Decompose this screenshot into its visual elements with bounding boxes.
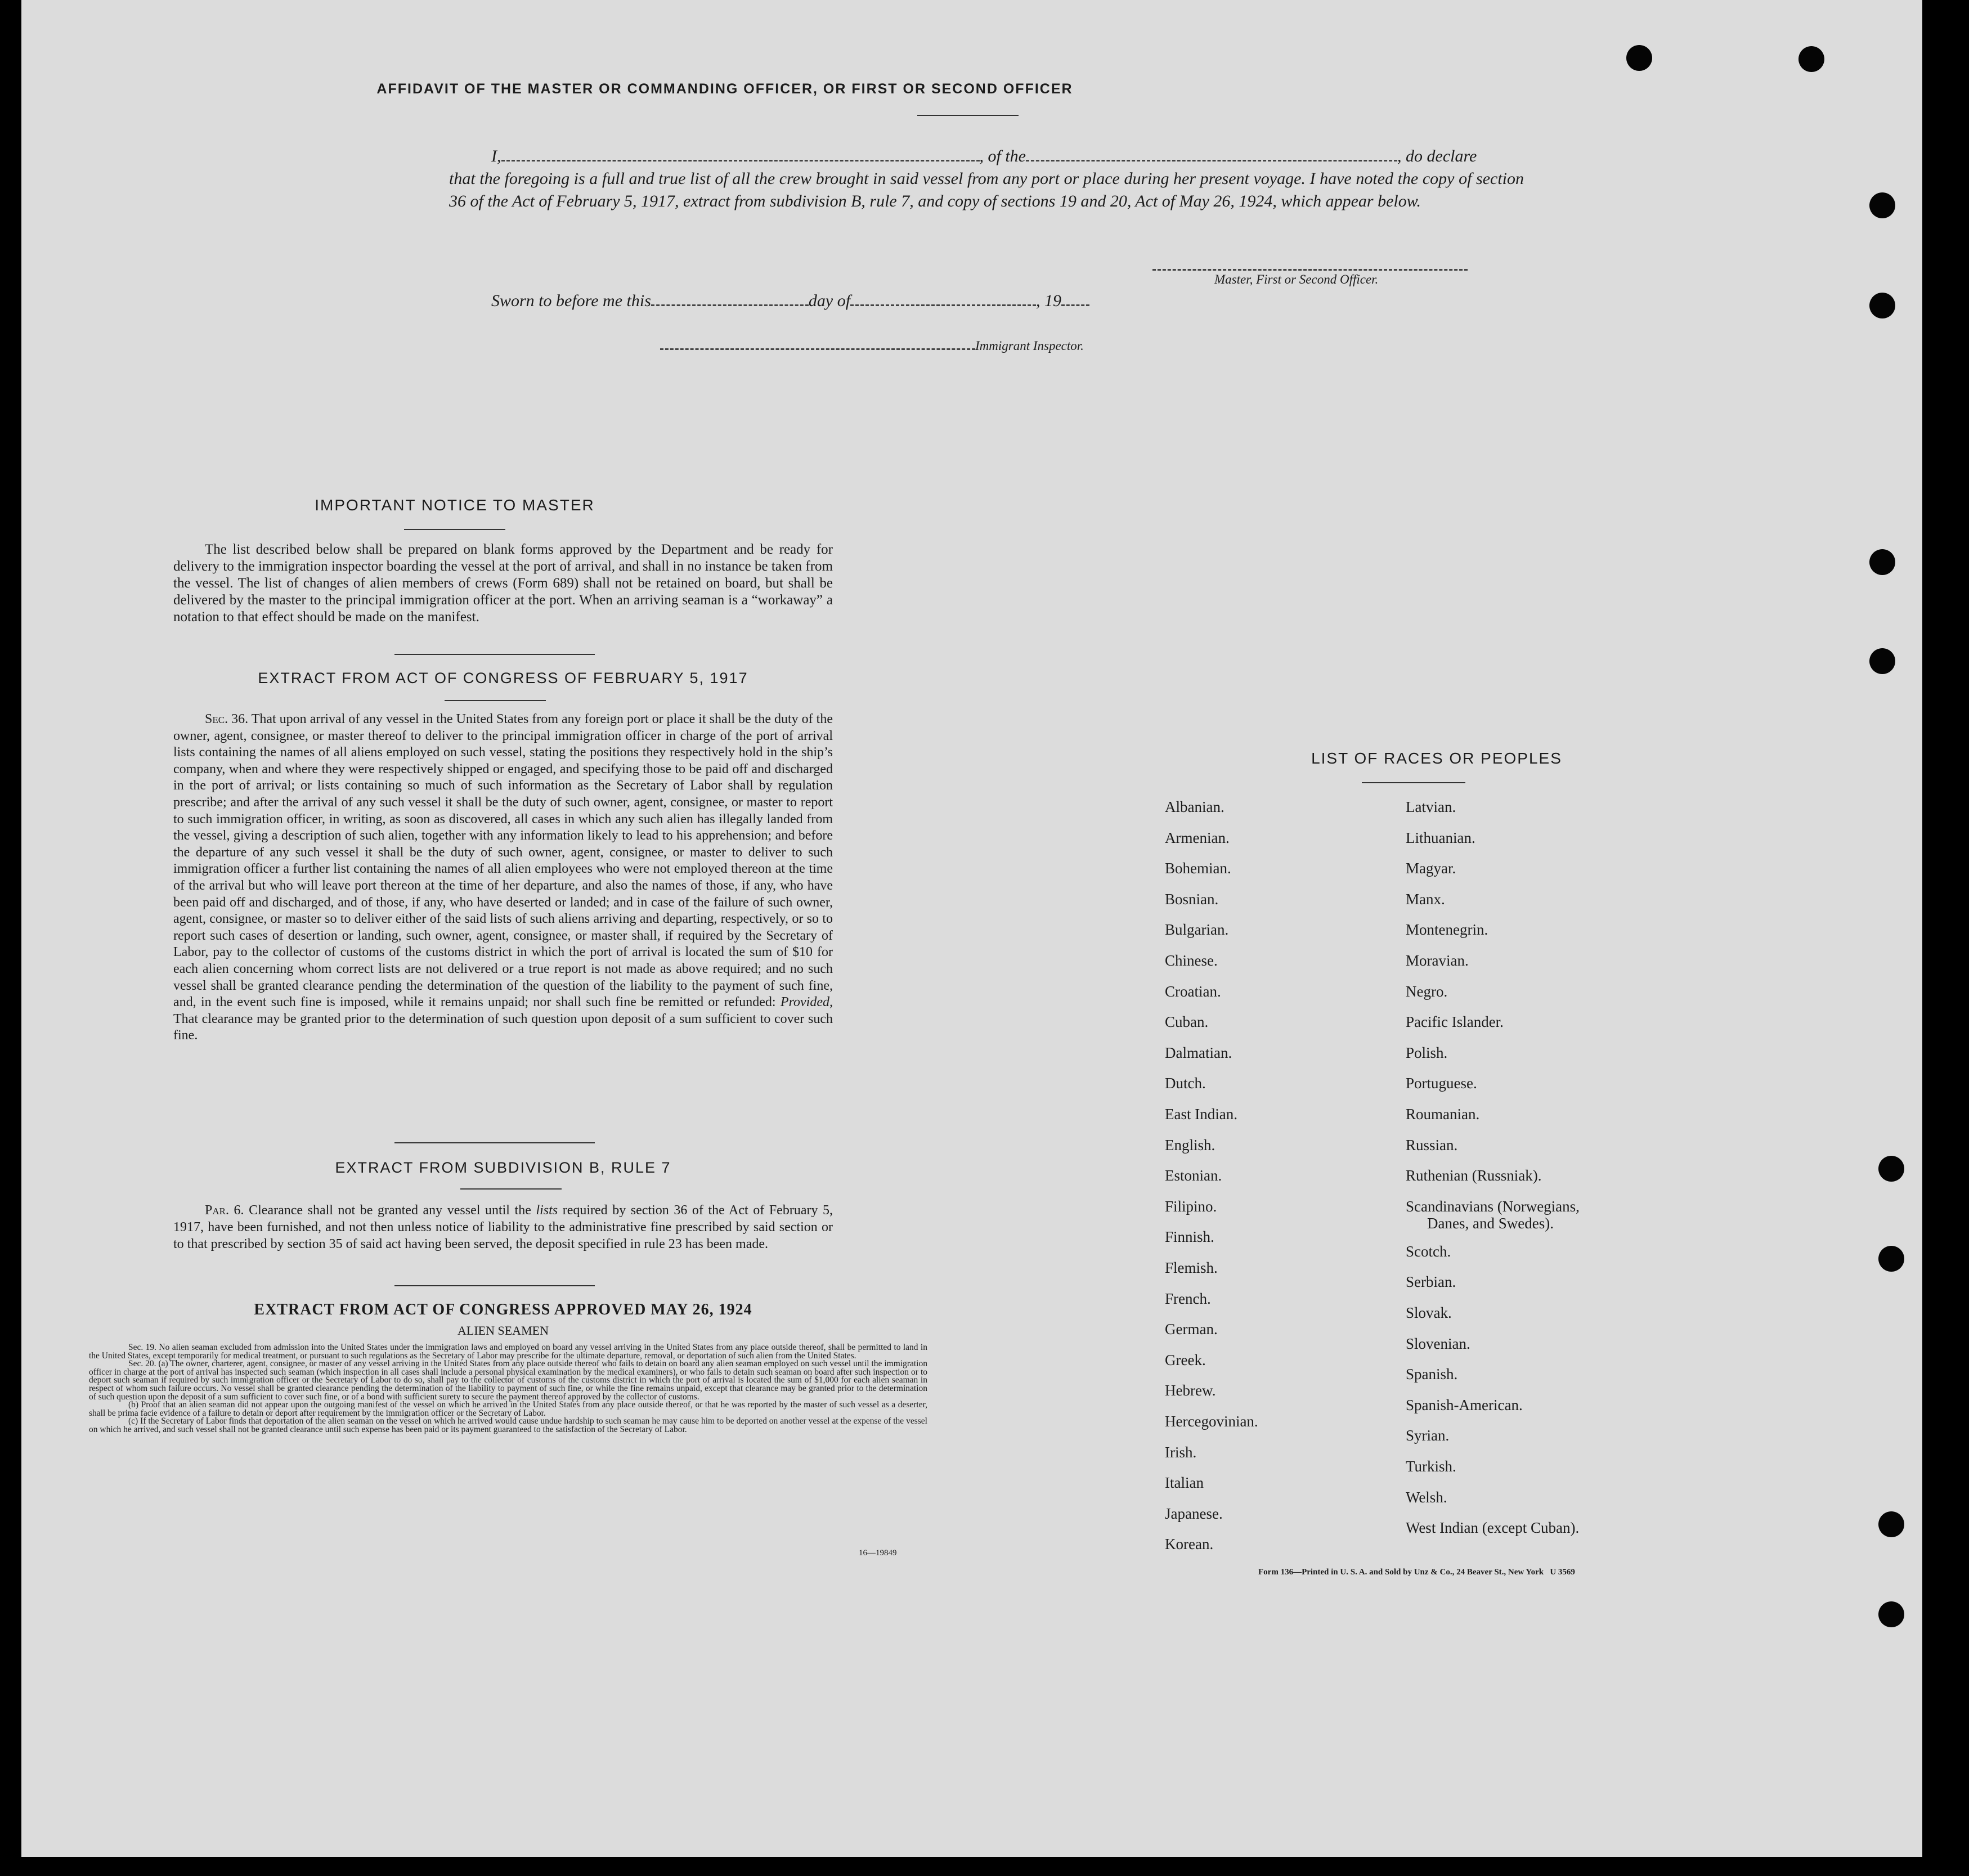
- punch-hole: [1869, 192, 1895, 218]
- race-item: Hercegovinian.: [1165, 1413, 1258, 1430]
- race-item: Spanish.: [1406, 1366, 1458, 1383]
- race-item: Russian.: [1406, 1136, 1458, 1154]
- race-item: Bosnian.: [1165, 890, 1219, 908]
- inspector-line: [660, 339, 1084, 353]
- sworn-day-field[interactable]: [651, 304, 809, 306]
- alien-seamen-subtitle: ALIEN SEAMEN: [458, 1323, 549, 1338]
- extract-1917-title: EXTRACT FROM ACT OF CONGRESS OF FEBRUARY 5, 1917: [258, 670, 748, 686]
- race-item: Scandinavians (Norwegians,: [1406, 1197, 1580, 1215]
- section-19-text: Sec. 19. No alien seaman excluded from admission into the United States under the immigration laws and employed on board any vessel arriving in the United States from any place outside thereof, shall be permitted to land in the United States, except temporarily for medical treatment, or pursuant to such regulations as the Secretary of Labor may prescribe for the ultimate departure, removal, or deportation of such alien from the United States.: [89, 1343, 927, 1361]
- race-item: Negro.: [1406, 982, 1448, 1000]
- notice-title: IMPORTANT NOTICE TO MASTER: [315, 496, 595, 514]
- extract-1924-body: [89, 1344, 927, 1434]
- sworn-month-field[interactable]: [850, 304, 1036, 306]
- race-item: East Indian.: [1165, 1106, 1237, 1123]
- race-item: Moravian.: [1406, 952, 1469, 969]
- divider: [1362, 782, 1465, 783]
- inspector-label: Immigrant Inspector.: [975, 339, 1084, 353]
- race-item: Armenian.: [1165, 829, 1230, 846]
- lists-word: lists: [536, 1203, 558, 1218]
- races-title: LIST OF RACES OR PEOPLES: [1311, 749, 1562, 767]
- affidavit-of-the: , of the: [979, 147, 1026, 165]
- race-item: Ruthenian (Russniak).: [1406, 1167, 1542, 1184]
- rule7-text-a: Clearance shall not be granted any vessel until the: [249, 1203, 531, 1218]
- divider: [917, 115, 1019, 116]
- affidavit-body: that the foregoing is a full and true list of all the crew brought in said vessel from any port or place during her present voyage. I have noted the copy of section 36 of the Act of February 5, 1917, extract from subdivision B, rule 7, and copy of sections 19 and 20, Act of May 26, 1924, which appear below.: [449, 169, 1524, 210]
- race-item: Dutch.: [1165, 1075, 1206, 1092]
- race-item: Lithuanian.: [1406, 829, 1475, 846]
- form-footer: Form 136—Printed in U. S. A. and Sold by Unz & Co., 24 Beaver St., New York U 3569: [1258, 1568, 1575, 1577]
- race-item: Albanian.: [1165, 798, 1225, 815]
- punch-hole: [1869, 549, 1895, 575]
- section-36-text: That upon arrival of any vessel in the United States from any foreign port or place it shall be the duty of the owner, agent, consignee, or master thereof to deliver to the principal immigration officer in charge of the port of arrival lists containing the names of all aliens employed on such vessel, stating the positions they respectively hold in the ship’s company, when and where they were respectively shipped or engaged, and specifying those to be paid off and discharged in the port of arrival; or lists containing so much of such information as the Secretary of Labor shall by regulation prescribe; and after the arrival of any such vessel it shall be the duty of such owner, agent, consignee, or master to report to such immigration officer, in writing, as soon as discovered, all cases in which any such alien has illegally landed from the vessel, giving a description of such alien, together with any information likely to lead to his apprehension; and before the departure of any such vessel it shall be the duty of such owner, agent, consignee, or master to deliver to such immigration officer a further list containing the names of all alien employees who were not employed thereon at the time of the arrival but who will leave port thereon at the time of her departure, and also the names of those, if any, who have been paid off and discharged, and of those, if any, who have deserted or landed; and in case of the failure of such owner, agent, consignee, or master so to deliver either of the said lists of such aliens arriving and departing, respectively, or so to report such cases of desertion or landing, such owner, agent, consignee, or master shall, if required by the Secretary of Labor, pay to the collector of customs of the customs district in which the port of arrival is located the sum of $10 for each alien concerning whom correct lists are not delivered or a true report is not made as above required; and no such vessel shall be granted clearance pending the determination of the question of the liability to the payment of such fine, and, in the event such fine is imposed, while it remains unpaid; nor shall such fine be remitted or refunded:: [173, 712, 833, 1010]
- race-item: Portuguese.: [1406, 1075, 1477, 1092]
- race-item: Manx.: [1406, 890, 1445, 908]
- inspector-signature-field[interactable]: [660, 348, 975, 350]
- sworn-day-of: day of: [808, 291, 851, 310]
- race-item: French.: [1165, 1290, 1211, 1307]
- section-20c-text: (c) If the Secretary of Labor finds that deportation of the alien seaman on the vessel on which he arrived would cause undue hardship to such seaman he may cause him to be deported on another vessel at the expense of the vessel on which he arrived, and such vessel shall not be granted clearance until such expense has been paid or its payment guaranteed to the satisfaction of the Secretary of Labor.: [89, 1416, 927, 1434]
- rule7-title: EXTRACT FROM SUBDIVISION B, RULE 7: [335, 1159, 671, 1176]
- race-item: Bulgarian.: [1165, 921, 1229, 939]
- notice-body: The list described below shall be prepared on blank forms approved by the Department and be ready for delivery to the immigration inspector boarding the vessel at the port of arrival, and shall in no instance be taken from the vessel. The list of changes of alien members of crews (Form 689) shall not be retained on board, but shall be delivered by the master to the principal immigration officer at the port. When an arriving seaman is a “workaway” a notation to that effect should be made on the manifest.: [173, 542, 833, 625]
- affidavit-i: I,: [491, 147, 501, 165]
- race-item: Magyar.: [1406, 860, 1456, 877]
- divider: [394, 1142, 595, 1143]
- sworn-year-field[interactable]: [1061, 304, 1089, 306]
- race-item: Japanese.: [1165, 1505, 1223, 1522]
- race-item: Italian: [1165, 1474, 1204, 1492]
- affidavit-title: AFFIDAVIT OF THE MASTER OR COMMANDING OFFICER, OR FIRST OR SECOND OFFICER: [376, 81, 1073, 97]
- race-item: Spanish-American.: [1406, 1396, 1523, 1413]
- race-item: Latvian.: [1406, 798, 1456, 815]
- race-item: Greek.: [1165, 1351, 1206, 1368]
- race-item: German.: [1165, 1321, 1218, 1338]
- race-item: Chinese.: [1165, 952, 1218, 969]
- signature-line[interactable]: [1152, 269, 1468, 271]
- divider: [460, 1188, 562, 1190]
- sworn-start: Sworn to before me this: [491, 291, 651, 310]
- race-item: Hebrew.: [1165, 1382, 1216, 1399]
- race-item: Estonian.: [1165, 1167, 1222, 1184]
- provided-word: Provided,: [780, 995, 833, 1010]
- race-item: Filipino.: [1165, 1197, 1217, 1215]
- affidavit-declaration: [449, 145, 1524, 213]
- extract-1924-title: EXTRACT FROM ACT OF CONGRESS APPROVED MAY 26, 1924: [254, 1301, 752, 1318]
- punch-hole: [1878, 1246, 1904, 1272]
- race-item: Slovak.: [1406, 1304, 1452, 1321]
- race-item: Montenegrin.: [1406, 921, 1488, 939]
- race-item: Welsh.: [1406, 1488, 1447, 1506]
- punch-hole: [1878, 1511, 1904, 1537]
- sworn-line: [491, 291, 1089, 311]
- race-item: Danes, and Swedes).: [1427, 1214, 1554, 1232]
- divider: [445, 700, 546, 701]
- race-item: Dalmatian.: [1165, 1044, 1232, 1061]
- race-item: Slovenian.: [1406, 1335, 1470, 1352]
- affidavit-declare: , do declare: [1397, 147, 1477, 165]
- race-item: Syrian.: [1406, 1427, 1450, 1444]
- paragraph-6-label: Par. 6.: [205, 1203, 244, 1218]
- rule7-text-b: required by section 36 of the Act of February 5, 1917, have been furnished, and not then unless notice of liability to the administrative fine prescribed by said section or to that prescribed by section 35 of said act having been served, the deposit specified in rule 23 has been made.: [173, 1203, 833, 1251]
- race-item: Scotch.: [1406, 1242, 1451, 1260]
- race-item: Flemish.: [1165, 1259, 1218, 1276]
- form-page: [21, 0, 1922, 1857]
- punch-hole: [1878, 1156, 1904, 1182]
- section-20a-text: Sec. 20. (a) The owner, charterer, agent, consignee, or master of any vessel arriving in the United States from any place outside thereof who fails to detain on board any alien seaman employed on such vessel until the immigration officer in charge at the port of arrival has inspected such seaman (which inspection in all cases shall include a personal physical examination by the medical examiners), or who fails to detain such seaman on board after such inspection or to deport such seaman if required by such immigration officer or the Secretary of Labor to do so, shall pay to the collector of customs of the customs district in which the port of arrival is located the sum of $1,000 for each alien seaman in respect of whom such failure occurs. No vessel shall be granted clearance pending the determination of the liability to payment of such fine, or while the fine remains unpaid, except that clearance may be granted prior to the determination of such question upon the deposit of a sum sufficient to cover such fine, or of a bond with sufficient surety to secure the payment thereof approved by the collector of customs.: [89, 1359, 927, 1402]
- divider: [394, 654, 595, 655]
- race-item: Korean.: [1165, 1536, 1214, 1553]
- race-item: English.: [1165, 1136, 1216, 1154]
- race-item: Bohemian.: [1165, 860, 1231, 877]
- punch-hole: [1869, 293, 1895, 318]
- race-item: Pacific Islander.: [1406, 1013, 1504, 1031]
- extract-1917-body: [173, 711, 833, 1044]
- section-20b-text: (b) Proof that an alien seaman did not appear upon the outgoing manifest of the vessel on which he arrived in the United States from any place outside thereof, or that he was reported by the master of such vessel as a deserter, shall be prima facie evidence of a failure to detain or deport after requirement by the immigration officer or the Secretary of Labor.: [89, 1400, 927, 1418]
- punch-hole: [1626, 45, 1652, 71]
- race-item: Roumanian.: [1406, 1106, 1480, 1123]
- race-item: Finnish.: [1165, 1228, 1214, 1246]
- race-item: Serbian.: [1406, 1273, 1456, 1291]
- race-item: West Indian (except Cuban).: [1406, 1519, 1580, 1537]
- race-item: Croatian.: [1165, 982, 1221, 1000]
- section-36-label: Sec. 36.: [205, 712, 249, 726]
- punch-hole: [1798, 46, 1824, 72]
- sworn-year: , 19: [1036, 291, 1062, 310]
- race-item: Cuban.: [1165, 1013, 1209, 1031]
- punch-hole: [1869, 648, 1895, 674]
- rule7-body: [173, 1202, 833, 1253]
- race-item: Polish.: [1406, 1044, 1448, 1061]
- race-item: Turkish.: [1406, 1458, 1456, 1475]
- divider: [404, 529, 505, 530]
- print-code: 16—19849: [859, 1549, 897, 1558]
- vessel-field[interactable]: [1026, 160, 1397, 161]
- name-field[interactable]: [501, 160, 980, 161]
- signature-label: Master, First or Second Officer.: [1214, 272, 1379, 286]
- race-item: Irish.: [1165, 1443, 1197, 1461]
- section-36-text-end: That clearance may be granted prior to the determination of such question upon deposit of a sum sufficient to cover such fine.: [173, 1011, 833, 1043]
- divider: [394, 1285, 595, 1286]
- punch-hole: [1878, 1601, 1904, 1627]
